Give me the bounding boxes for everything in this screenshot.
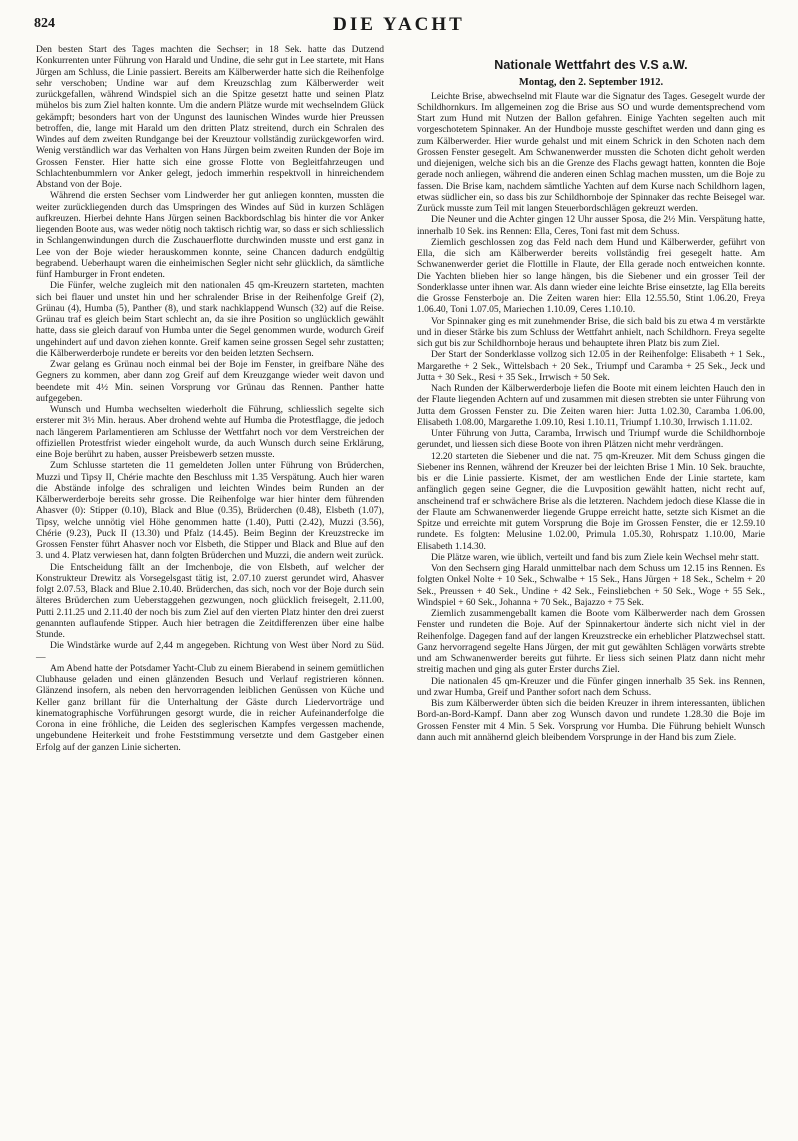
body-paragraph: Der Start der Sonderklasse vollzog sich 12.05 in der Reihenfolge: Elisabeth + 1 Sek., Margarethe + 2 Sek., Wittelsbach + 20 Sek., Triumpf und Caramba + 25 Sek., Jeck und Jutta + 30 Sek., Resi + 35 Sek., Irrwisch + 50 Sek. xyxy=(417,349,765,383)
body-paragraph: Wunsch und Humba wechselten wiederholt die Führung, schliesslich segelte sich ersterer mit 3½ Min. heraus. Aber drohend wehte auf Humba die Protestflagge, die jedoch nach längerem Parlamentieren am Schlusse der Wettfahrt noch vor dem Verstreichen der offiziellen Protestfrist wieder eingeholt wurde, da auch Wunsch durch seine Erklärung, eine Boje berührt zu haben, ausser Preisbewerb setzen musste. xyxy=(36,404,384,460)
section-date: Montag, den 2. September 1912. xyxy=(518,77,664,89)
body-paragraph: Die Windstärke wurde auf 2,44 m angegeben. Richtung von West über Nord zu Süd. — xyxy=(36,640,384,663)
page-number: 824 xyxy=(34,16,55,31)
body-paragraph: Unter Führung von Jutta, Caramba, Irrwisch und Triumpf wurde die Schildhornboje gerundet, und liessen sich diese Boote von ihren Plätzen nicht mehr verdrängen. xyxy=(417,428,765,451)
body-paragraph: Die Fünfer, welche zugleich mit den nationalen 45 qm-Kreuzern starteten, machten sich bei flauer und unstet hin und her schralender Brise in der Reihenfolge Greif (2), Grünau (4), Humba (5), Panther (8), und stark nachklappend Wunsch (32) auf die Reise. Grünau traf es gleich beim Start schlecht an, da sie ihre Position so unglücklich gewählt hatte, dass sie gleich darauf von Humba unter die Segel genommen wurde, wodurch Greif ungehindert auf und davon ziehen konnte. Greif kamen seine grossen Segel sehr zustatten; die Kälberwerderboje rundete er bereits vor den beiden letzten Sechsern. xyxy=(36,280,384,359)
body-paragraph: Den besten Start des Tages machten die Sechser; in 18 Sek. hatte das Dutzend Konkurrenten unter Führung von Harald und Undine, die sehr gut in Lee startete, mit Hans Jürgen am Schluss, die Linie passiert. Bereits am Kälberwerder hatte sich die Reihenfolge sehr verschoben; Undine war auf dem Kreuzschlag zum Kälberwerder weit zurückgefallen, während Windspiel sich an die Spitze gesetzt hatte und seinen Platz mühelos bis zum Ziel halten konnte. Um die andern Plätze wurde mit wechselndem Glück gekämpft; besonders hart von der Ungunst des launischen Windes wurde hier Preussen betroffen, die, lange mit Harald um den dritten Platz streitend, durch ein Schralen des Windes auf dem zweiten Rundgange bei der Kreuztour vollständig zurückgeworfen wird. Wenig verständlich war das Verhalten von Hans Jürgen beim zweiten Runden der Boje im Grossen Fenster. Hier hatte sich eine grosse Flotte von Begleitfahrzeugen und Schlachtenbummlern vor Anker gelegt, jedoch immerhin respektvoll in hinreichendem Abstand von der Boje. xyxy=(36,44,384,190)
body-paragraph: Nach Runden der Kälberwerderboje liefen die Boote mit einem leichten Hauch den in der Flaute liegenden Achtern auf und zusammen mit diesen strebten sie unter Führung von Jutta dem Grossen Fenster zu. Die Zeiten waren hier: Jutta 1.02.30, Caramba 1.06.00, Elisabeth 1.08.00, Margarethe 1.09.10, Resi 1.10.11, Triumpf 1.10.30, Irrwisch 1.11.02. xyxy=(417,383,765,428)
body-paragraph: Bis zum Kälberwerder übten sich die beiden Kreuzer in ihrem interessanten, üblichen Bord-an-Bord-Kampf. Dann aber zog Wunsch davon und rundete 1.28.30 die Boje im Grossen Fenster mit 4 Min. 5 Sek. Vorsprung vor Humba. Die Führung behielt Wunsch dann auch mit annähernd gleich bleibendem Vorsprunge in der Hand bis zum Ziele. xyxy=(417,698,765,743)
right-column xyxy=(417,44,765,743)
body-paragraph: Die Plätze waren, wie üblich, verteilt und fand bis zum Ziele kein Wechsel mehr statt. xyxy=(431,551,760,563)
body-paragraph: Während die ersten Sechser vom Lindwerder her gut anliegen konnten, mussten die weiter zurückliegenden durch das Umspringen des Windes auf Süd in kurzen Schlägen aufkreuzen. Hierbei dehnte Hans Jürgen seinen Backbordschlag bis hinter die vor Anker liegenden Boote aus, was weder nötig noch taktisch richtig war, so dass er sich schliesslich in Schlangenwindungen durch die Zuschauerflotte durchwinden musste und erst ganz in Lee von der Boje wieder herauskommen konnte, seine Chancen dadurch endgültig begrabend. Ueberhaupt waren die einheimischen Segler nicht sehr glücklich, da sämtliche fünf Hamburger in Front endeten. xyxy=(36,190,384,280)
body-paragraph: Ziemlich zusammengeballt kamen die Boote vom Kälberwerder nach dem Grossen Fenster und rundeten die Boje. Auf der Spinnakertour änderte sich nicht viel in der Reihenfolge. Dagegen fand auf der langen Kreuzstrecke ein erheblicher Platzwechsel statt. Ganz hervorragend segelte Hans Jürgen, der mit gut gewählten Schlägen vorwärts strebte und am Schwanenwerder bereits gut führte. Er liess sich seinen Platz dann nicht mehr streitig machen und ging als guter Erster durchs Ziel. xyxy=(417,608,765,676)
body-paragraph: Zum Schlusse starteten die 11 gemeldeten Jollen unter Führung von Brüderchen, Muzzi und Tipsy II, Chérie machte den Beschluss mit 1.35 Verspätung. Auch hier waren die Abstände infolge des schraligen und leichten Windes beim Runden an der Kälberwerderboje bereits sehr grosse. Die Reihenfolge war hier hinter dem führenden Ahasver (0): Stipper (0.10), Black and Blue (0.35), Brüderchen (0.48), Elsbeth (1.07), Tipsy, welche unnötig viel Höhe genommen hatte (1.40), Putti (2.42), Muzzi (3.56), Chérie (9.23), Puck II (13.30) und Pfalz (14.45). Beim Beginn der Kreuzstrecke im Grossen Fenster führt Ahasver noch vor Elsbeth, die Stipper und Black and Blue auf den 3. und 4. Platz verwiesen hat, dann folgten Brüderchen und Muzzi, die andern weit zurück. xyxy=(36,460,384,562)
page-header xyxy=(34,14,764,38)
body-paragraph: Am Abend hatte der Potsdamer Yacht-Club zu einem Bierabend in seinem gemütlichen Clubhause geladen und einen glänzenden Besuch und Verlauf registrieren können. Glänzend insofern, als neben den hervorragenden leiblichen Genüssen von Küche und Keller ganz brillant für die Unterhaltung der Gäste durch Liedervorträge und kinematographische Vorführungen gesorgt wurde, die in reicher Aufeinanderfolge die Corona in eine fröhliche, die Leiden des seglerischen Kampfes vergessen machende, ungebundene Heiterkeit und frohe Feststimmung versetzte und dem Gastgeber einen Erfolg auf der ganzen Linie sicherten. xyxy=(36,662,384,753)
body-paragraph: Die Entscheidung fällt an der Imchenboje, die von Elsbeth, auf welcher der Konstrukteur Drewitz als Vorsegelsgast tätig ist, 2.07.10 zuerst gerundet wird, Ahasver folgt 2.07.53, Black and Blue 2.10.40. Brüderchen, das sich, noch vor der Boje durch sein älteres Brüderchen zum Ueberstaggehen gezwungen, noch glücklich freisegelt, 2.11.00, Putti 2.11.25 und 2.11.40 der noch bis zum Ziel auf den vierten Platz hinter den drei zuerst genannten auflaufende Stipper. Auch hier betragen die Zeitdifferenzen über eine halbe Stunde. xyxy=(36,561,384,640)
journal-title: DIE YACHT xyxy=(333,14,465,35)
section-title: Nationale Wettfahrt des V.S a.W. xyxy=(494,58,688,72)
body-paragraph: Die Neuner und die Achter gingen 12 Uhr ausser Sposa, die 2½ Min. Verspätung hatte, innerhalb 10 Sek. ins Rennen: Ella, Ceres, Toni fast mit dem Schuss. xyxy=(417,214,765,237)
body-paragraph: Vor Spinnaker ging es mit zunehmender Brise, die sich bald bis zu etwa 4 m verstärkte und in dieser Stärke bis zum Schluss der Wettfahrt anhielt, nach Schildhorn. Freya segelte sich gut bis zur Schildhornboje heraus und behauptete ihren Platz bis zum Ziel. xyxy=(417,315,765,349)
body-paragraph: Ziemlich geschlossen zog das Feld nach dem Hund und Kälberwerder, geführt von Ella, die sich am Kälberwerder bereits vollständig frei gesegelt hatte. Am Schwanenwerder geriet die Flottille in Flaute, der Ella gerade noch entweichen konnte. Die Yachten blieben hier so lange hängen, bis die Siebener und ein grosser Teil der Sonderklasse unter ihnen war. Als dann wieder eine leichte Brise einsetzte, lag Ella bereits die Grosse Fensterboje an. Die Zeiten waren hier: Ella 12.55.50, Stint 1.06.20, Freya 1.06.40, Toni 1.07.05, Mariechen 1.10.09, Ceres 1.10.10. xyxy=(417,236,765,316)
body-paragraph: Von den Sechsern ging Harald unmittelbar nach dem Schuss um 12.15 ins Rennen. Es folgten Onkel Nolte + 10 Sek., Schwalbe + 15 Sek., Hans Jürgen + 18 Sek., Schelm + 20 Sek., Preussen + 40 Sek., Undine + 42 Sek., Feinsliebchen + 50 Sek., Woge + 55 Sek., Windspiel + 60 Sek., Johanna + 70 Sek., Bajazzo + 75 Sek. xyxy=(417,563,765,608)
left-column xyxy=(36,44,384,753)
body-paragraph: 12.20 starteten die Siebener und die nat. 75 qm-Kreuzer. Mit dem Schuss gingen die Siebener ins Rennen, während der Kreuzer bei der leichten Brise 1 Min. 10 Sek. brauchte, bis er die Linie passierte. Kismet, der am westlichen Ende der Linie startete, kam anfänglich gegen seine Gegner, die die Luvposition gewählt hatten, nicht recht auf, anscheinend traf er schwächere Brise als die letzteren. Nachdem jedoch diese Klasse die in der Flaute am Schwanenwerder liegende Gruppe erreicht hatte, setzte sich Kismet an die Spitze und erreichte mit gutem Vorsprung die Boje im Grossen Fenster, die er 12.59.10 rundete. Es folgten: Melusine 1.02.00, Primula 1.05.30, Rohrspatz 1.10.00, Marie Elisabeth 1.14.30. xyxy=(417,450,765,552)
body-paragraph: Die nationalen 45 qm-Kreuzer und die Fünfer gingen innerhalb 35 Sek. ins Rennen, und zwar Humba, Greif und Panther sofort nach dem Schuss. xyxy=(417,675,765,698)
body-paragraph: Zwar gelang es Grünau noch einmal bei der Boje im Fenster, in greifbare Nähe des Gegners zu kommen, aber dann zog Greif auf dem Kreuzgange wieder weit davon und beendete mit 4½ Min. seinen Vorsprung vor Grünau das Rennen. Panther hatte aufgegeben. xyxy=(36,359,384,404)
body-paragraph: Leichte Brise, abwechselnd mit Flaute war die Signatur des Tages. Gesegelt wurde der Schildhornkurs. Im allgemeinen zog die Brise aus SO und wurde dementsprechend vom Start zum Hund mit Nutzen der Ballon gefahren. Einige Yachten segelten auch mit vorgeschotetem Spinnaker. An der Hundboje musste geschiftet werden und dann ging es zum Kälberwerder. Hier wurde gehalst und mit einem Schrick in den Schoten nach dem Grossen Fenster gesegelt. Am Schwanenwerder mussten die Schoten dicht geholt werden und diejenigen, welche sich bis an die Grenze des Flachs gewagt hatten, konnten die Boje gerade noch anliegen, während die anderen einen Schlag machen mussten, um die Boje zu fassen. Die Brise kam, nachdem sämtliche Yachten auf dem Kurse nach Schildhorn lagen, etwas südlicher ein, so dass bis zur Schildhornboje der Spinnaker das rechte Beisegel war. Zurück musste zum Teil mit langen Steuerbordschlägen gekreuzt werden. xyxy=(417,90,765,214)
